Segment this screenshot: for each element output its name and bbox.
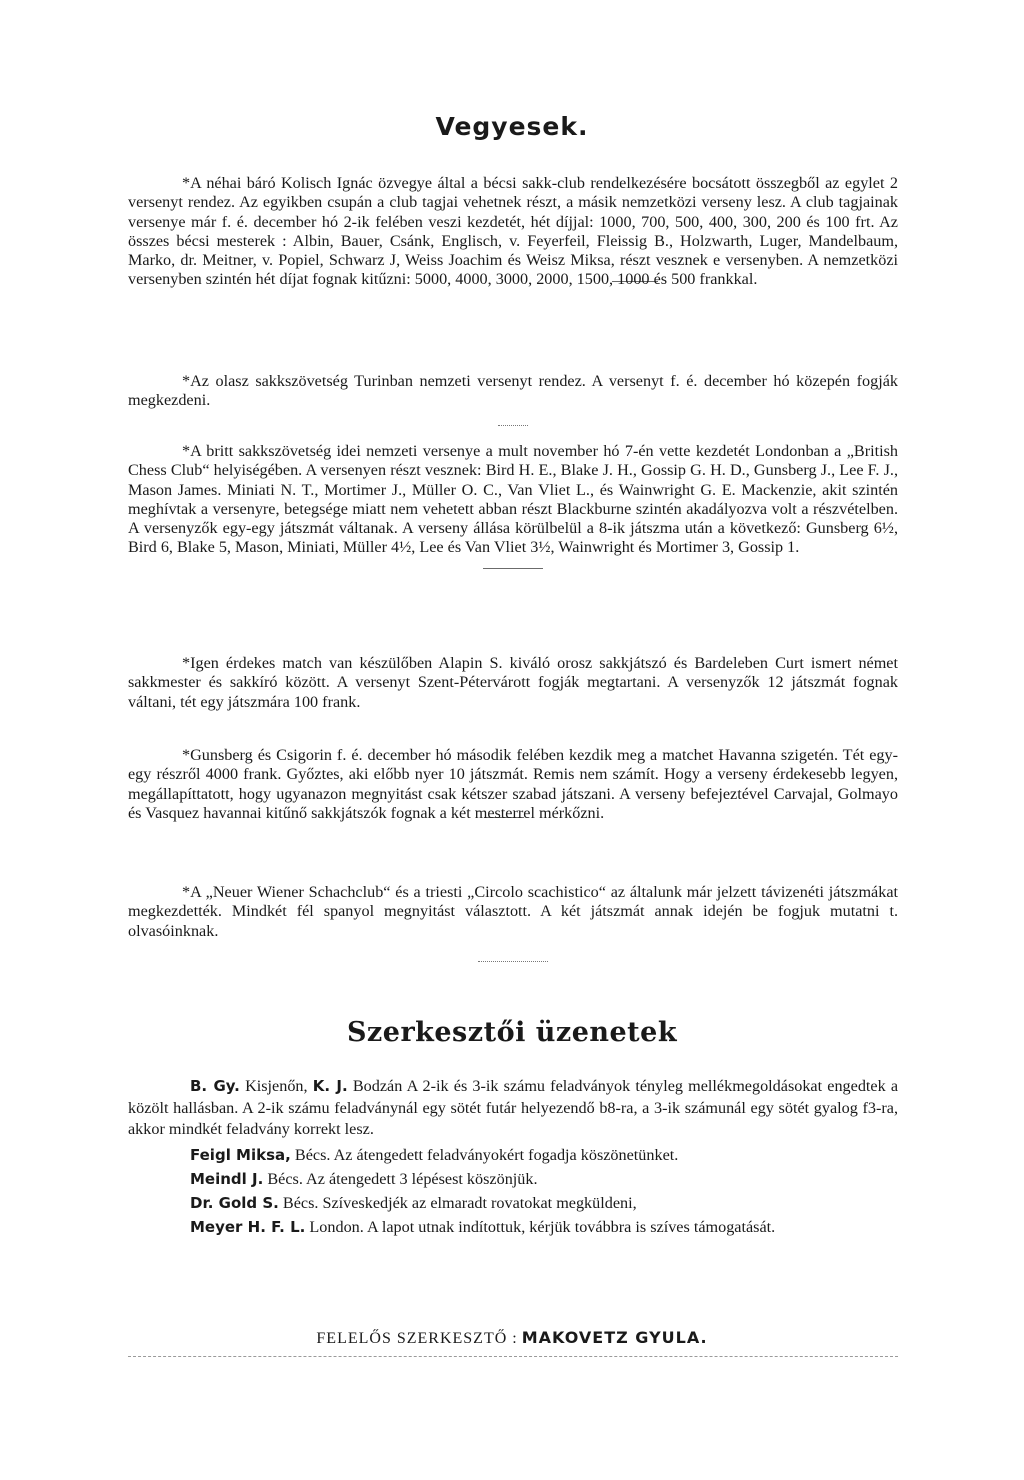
paragraph-olasz: *Az olasz sakkszövetség Turinban nemzeti versenyt rendez. A versenyt f. é. december hó közepén fogják megkezdeni. — [128, 372, 898, 410]
paragraph-gunsberg: *Gunsberg és Csigorin f. é. december hó második felében kezdik meg a matchet Havanna szigetén. Tét egy-egy részről 4000 frank. Győztes, aki előbb nyer 10 játszmát. Remis nem számít. Hogy a verseny érdekesebb legyen, megállapíttatott, hogy ugyanazon megnyitást csak kétszer szabad játszani. A verseny befejeztével Carvajal, Golmayo és Vasquez havannai kitűnő sakkjátszók fognak a két mesterrel mérkőzni. — [128, 746, 898, 822]
article-alapin — [128, 654, 898, 712]
message-place: Kisjenőn, — [245, 1077, 308, 1095]
editor-name: MAKOVETZ GYULA. — [521, 1328, 708, 1347]
message-text: Bécs. Szíveskedjék az elmaradt rovatokat megküldeni, — [282, 1194, 637, 1213]
message-text: Bécs. Az átengedett 3 lépésest köszönjük. — [267, 1169, 538, 1188]
separator-rule — [483, 568, 543, 569]
message-recipient: Meindl J. — [190, 1169, 264, 1188]
message-recipient: Dr. Gold S. — [190, 1194, 279, 1213]
message-recipient: Meyer H. F. L. — [190, 1218, 306, 1237]
paragraph-alapin: *Igen érdekes match van készülőben Alapin S. kiváló orosz sakkjátszó és Bardeleben Curt ismert német sakkmester és sakkíró között. A versenyt Szent-Pétervárott fogják megtartani. A versenyzők 12 játszmát fognak váltani, tét egy játszmára 100 frank. — [128, 654, 898, 711]
separator-rule — [478, 961, 548, 963]
message-text: London. A lapot utnak indítottuk, kérjük továbbra is szíves támogatását. — [309, 1218, 776, 1237]
message-item — [128, 1076, 898, 1141]
message-item — [128, 1194, 898, 1213]
message-item — [128, 1146, 898, 1165]
editor-label: FELELŐS SZERKESZTŐ : — [316, 1330, 518, 1347]
message-item — [128, 1170, 898, 1189]
message-text: Bécs. Az átengedett feladványokért fogadja köszönetünket. — [294, 1145, 679, 1164]
paragraph-britt: *A britt sakkszövetség idei nemzeti versenye a mult november hó 7-én vette kezdetét Londonban a „British Chess Club“ helyiségében. A versenyen részt vesznek: Bird H. E., Blake J. H., Gossip G. H. D., Gunsberg J., Lee F. J., Mason James. Miniati N. T., Mortimer J., Müller O. C., Van Vliet L., és Wainwright G. E. Mackenzie, akit szintén meghívtak a versenyre, betegsége miatt nem vehetett abban részt Blackburne szintén akadályozva volt a részvételben. A versenyzők egy-egy játszmát váltanak. A verseny állása körülbelül a 8-ik játszma után a következő: Gunsberg 6½, Bird 6, Blake 5, Mason, Miniati, Müller 4½, Lee és Van Vliet 3½, Wainwright és Mortimer 3, Gossip 1. — [128, 442, 898, 557]
paragraph-kolisch: *A néhai báró Kolisch Ignác özvegye által a bécsi sakk-club rendelkezésére bocsátott összegből az egylet 2 versenyt rendez. Az egyikben csupán a club tagjai vehetnek részt, a másik nemzetközi verseny lesz. A club tagjainak versenye már f. é. december hó 2-ik felében veszi kezdetét, hét díjjal: 1000, 700, 500, 400, 300, 200 és 100 frt. Az összes bécsi mesterek : Albin, Bauer, Csánk, Englisch, v. Feyerfeil, Fleissig B., Holzwarth, Luger, Mandelbaum, Marko, dr. Meitner, v. Popiel, Schwarz J, Weiss Joachim és Weisz Miksa, részt vesznek e versenyben. A nemzetközi versenyben szintén hét díjat fognak kitűzni: 5000, 4000, 3000, 2000, 1500, 1000 és 500 frankkal. — [128, 174, 898, 289]
message-recipient: K. J. — [312, 1077, 348, 1095]
message-item — [128, 1218, 898, 1237]
message-recipient: Feigl Miksa, — [190, 1145, 291, 1164]
bottom-rule — [128, 1356, 898, 1357]
responsible-editor-line — [0, 1328, 1024, 1348]
article-britt — [128, 442, 898, 569]
article-kolisch — [128, 174, 898, 289]
paragraph-neuer-wiener: *A „Neuer Wiener Schachclub“ és a triesti „Circolo scachistico“ az általunk már jelzett távizenéti játszmákat megkezdették. Mindkét fél spanyol megnyitást választott. A két játszmát annak idején be fogjuk mutatni t. olvasóinknak. — [128, 883, 898, 940]
article-neuer-wiener — [128, 883, 898, 963]
message-recipient: B. Gy. — [190, 1077, 240, 1095]
editorial-messages — [128, 1076, 898, 1238]
message-text: Bodzán A 2-ik és 3-ik számu feladványok tényleg mellékmegoldásokat engedtek a közölt hallásban. A 2-ik számu feladványnál egy sötét futár helyezendő b8-ra, a 3-ik számunál egy sötét gyalog f3-ra, akkor mindkét feladvány korrekt lesz. — [128, 1077, 899, 1138]
section-heading-szerkesztoi: Szerkesztői üzenetek — [346, 1017, 678, 1048]
section-heading-vegyesek: Vegyesek. — [435, 112, 589, 141]
separator-rule — [498, 425, 528, 427]
article-olasz — [128, 372, 898, 427]
article-gunsberg — [128, 746, 898, 822]
